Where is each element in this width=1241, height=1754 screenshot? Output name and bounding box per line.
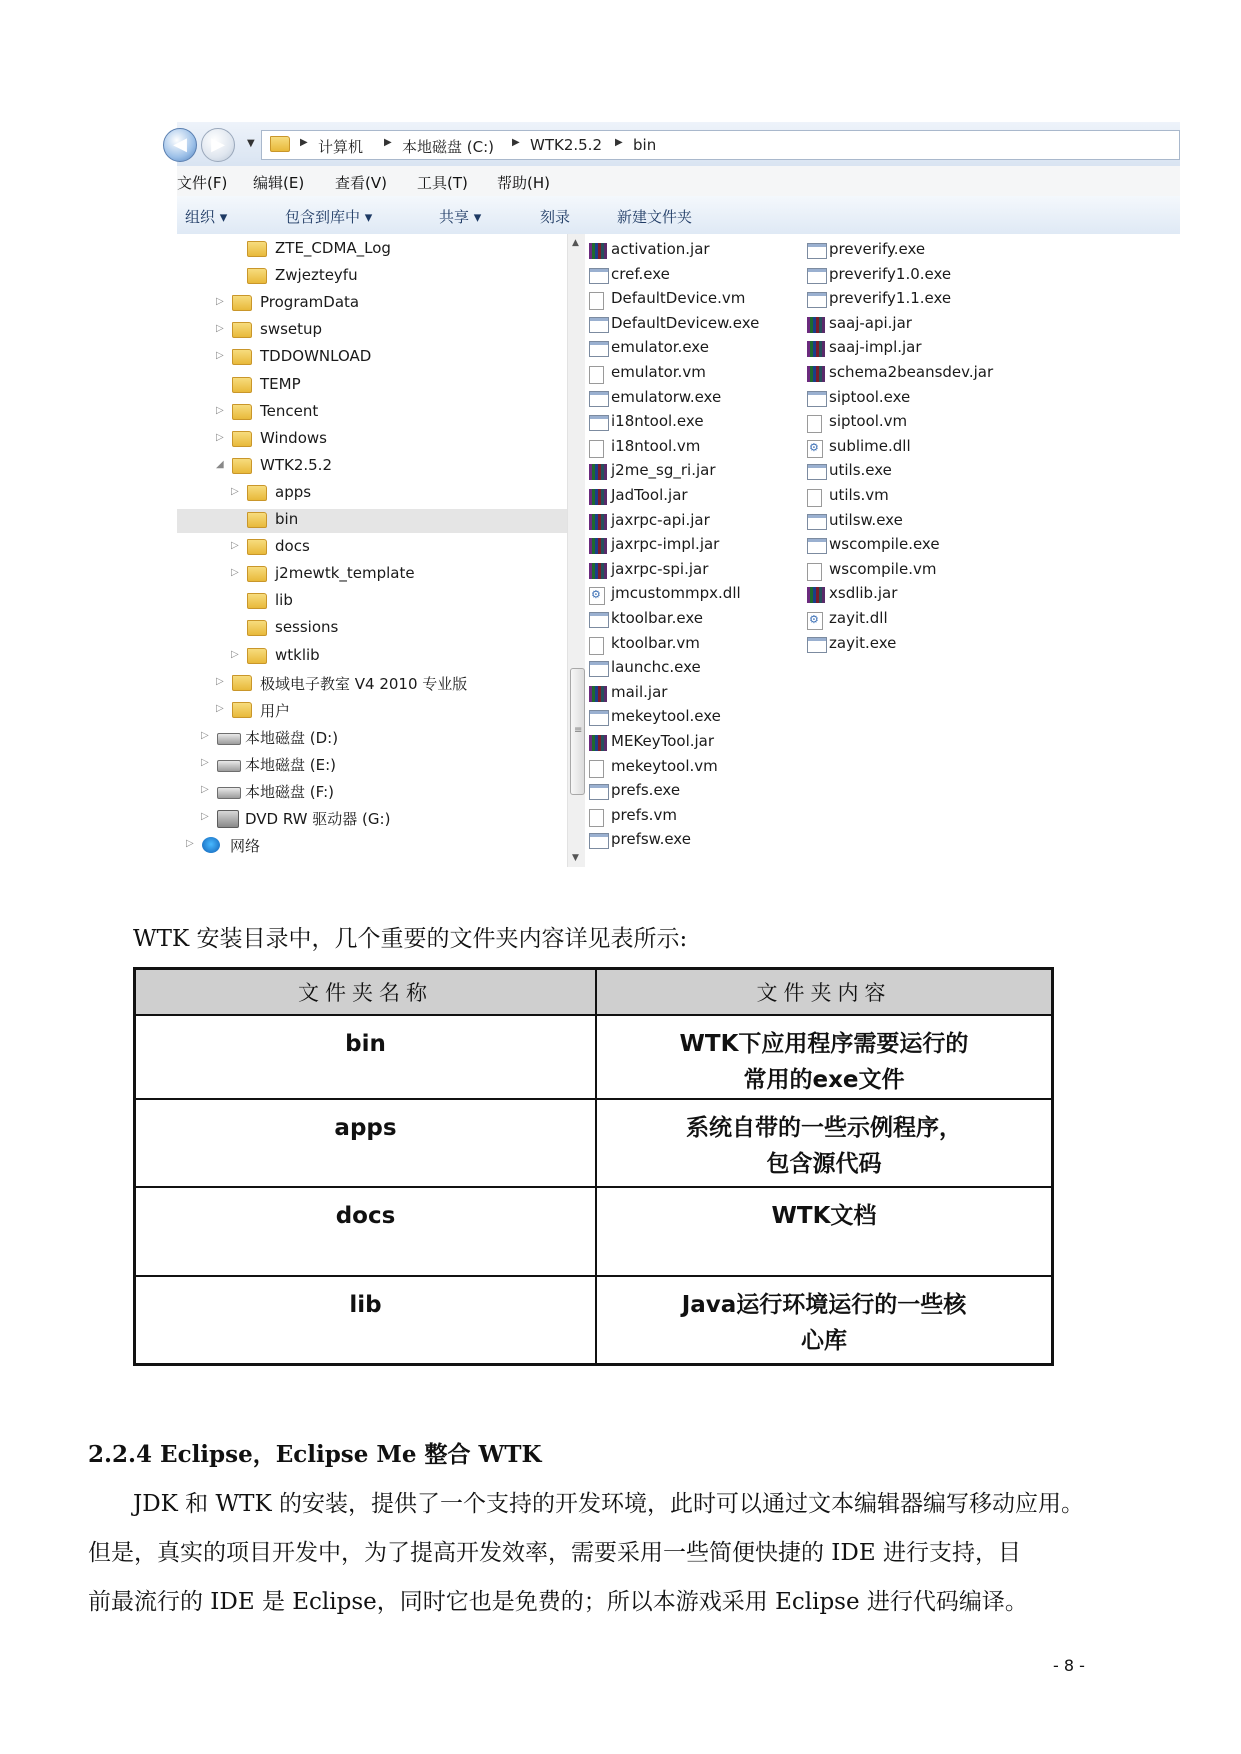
file-name: emulator.exe	[611, 338, 709, 357]
file-name: launchc.exe	[611, 658, 701, 677]
exe-file-icon	[807, 464, 827, 480]
breadcrumb-drive-c[interactable]: 本地磁盘 (C:)	[402, 138, 494, 156]
tree-item-label: wtklib	[275, 645, 320, 664]
nav-scrollbar[interactable]	[567, 234, 586, 867]
new-folder-button[interactable]: 新建文件夹	[617, 208, 693, 226]
file-name: jaxrpc-spi.jar	[611, 559, 709, 578]
chevron-right-icon[interactable]: ▶	[615, 137, 623, 148]
scroll-up-icon[interactable]: ▲	[572, 238, 579, 248]
exe-file-icon	[589, 391, 609, 407]
jar-file-icon	[807, 366, 825, 382]
tree-item[interactable]	[177, 590, 567, 614]
scroll-thumb[interactable]	[570, 668, 585, 795]
exe-file-icon	[589, 317, 609, 333]
expand-arrow-icon[interactable]: ▷	[216, 702, 224, 714]
file-name: xsdlib.jar	[829, 584, 898, 603]
file-name: i18ntool.vm	[611, 436, 701, 455]
tree-item-label: DVD RW 驱动器 (G:)	[245, 810, 391, 829]
file-name: i18ntool.exe	[611, 412, 704, 431]
organize-button[interactable]: 组织 ▾	[185, 208, 228, 226]
content-line: 包含源代码	[766, 1151, 882, 1177]
jar-file-icon	[589, 514, 607, 530]
tree-item[interactable]	[177, 238, 567, 262]
menu-edit[interactable]: 编辑(E)	[253, 174, 305, 192]
tree-item[interactable]	[177, 726, 567, 750]
folder-icon	[247, 648, 267, 664]
exe-file-icon	[589, 341, 609, 357]
file-name: activation.jar	[611, 240, 710, 258]
folder-icon	[232, 404, 252, 420]
file-name: emulatorw.exe	[611, 387, 722, 406]
tree-item-label: 用户	[260, 701, 291, 720]
address-bar	[173, 122, 1180, 167]
tree-item[interactable]	[177, 319, 567, 343]
folder-icon	[247, 539, 267, 555]
header-folder-name: 文件夹名称	[135, 969, 597, 1016]
exe-file-icon	[807, 514, 827, 530]
drive-icon	[217, 787, 241, 799]
menu-help[interactable]: 帮助(H)	[497, 174, 550, 192]
tree-item[interactable]	[177, 374, 567, 398]
menu-bar	[177, 166, 1180, 197]
scroll-down-icon[interactable]: ▼	[572, 853, 579, 863]
file-name: mekeytool.exe	[611, 707, 721, 726]
expand-arrow-icon[interactable]: ▷	[216, 323, 224, 335]
exe-file-icon	[807, 538, 827, 554]
body-paragraph-line: JDK 和 WTK 的安装，提供了一个支持的开发环境，此时可以通过文本编辑器编写移动应用。	[133, 1491, 1084, 1517]
dvd-drive-icon	[217, 810, 239, 828]
grip-icon: ≡	[574, 725, 583, 736]
file-name: saaj-impl.jar	[829, 338, 922, 357]
jar-file-icon	[807, 341, 825, 357]
tree-item[interactable]	[177, 536, 567, 560]
exe-file-icon	[589, 833, 609, 849]
file-item[interactable]	[807, 436, 911, 459]
content-line: WTK下应用程序需要运行的	[679, 1031, 969, 1057]
body-paragraph-line: 但是，真实的项目开发中，为了提高开发效率，需要采用一些简便快捷的 IDE 进行支持，目	[88, 1540, 1021, 1566]
file-name: jaxrpc-api.jar	[611, 510, 710, 529]
vm-file-icon	[807, 563, 822, 581]
jar-file-icon	[807, 587, 825, 603]
vm-file-icon	[807, 489, 822, 507]
exe-file-icon	[589, 268, 609, 284]
network-icon	[202, 837, 220, 853]
vm-file-icon	[589, 809, 604, 827]
tree-item-label: apps	[275, 482, 312, 501]
forward-button[interactable]: ▶	[201, 128, 235, 162]
tree-item-label: ZTE_CDMA_Log	[275, 239, 391, 257]
file-name: sublime.dll	[829, 436, 911, 455]
folder-icon	[247, 241, 267, 257]
file-name: mekeytool.vm	[611, 756, 718, 775]
tree-item[interactable]	[177, 509, 567, 533]
expand-arrow-icon[interactable]: ▷	[201, 811, 209, 823]
exe-file-icon	[589, 784, 609, 800]
tree-item-label: swsetup	[260, 320, 323, 339]
folder-icon	[232, 377, 252, 393]
jar-file-icon	[589, 243, 607, 259]
exe-file-icon	[807, 391, 827, 407]
exe-file-icon	[589, 415, 609, 431]
table-row	[135, 1187, 1053, 1276]
breadcrumb-bin[interactable]: bin	[633, 136, 657, 154]
tree-item-label: Zwjezteyfu	[275, 266, 358, 285]
tree-item[interactable]	[177, 672, 567, 696]
file-name: siptool.vm	[829, 412, 908, 431]
folder-table	[133, 967, 1054, 1366]
tree-item[interactable]	[177, 834, 567, 858]
breadcrumb-computer[interactable]: 计算机	[318, 138, 364, 156]
tree-item-label: 本地磁盘 (D:)	[245, 728, 339, 747]
content-line: 常用的exe文件	[743, 1067, 905, 1093]
expand-arrow-icon[interactable]: ▷	[216, 350, 224, 362]
folder-name-cell: bin	[135, 1015, 597, 1099]
burn-button[interactable]: 刻录	[540, 208, 571, 226]
folder-icon	[232, 458, 252, 474]
jar-file-icon	[807, 317, 825, 333]
tree-item[interactable]	[177, 563, 567, 587]
tree-item-label: TDDOWNLOAD	[260, 347, 372, 366]
folder-icon	[247, 566, 267, 582]
table-header-row	[135, 969, 1053, 1016]
vm-file-icon	[589, 637, 604, 655]
folder-icon	[232, 322, 252, 338]
file-name: cref.exe	[611, 264, 670, 283]
tree-item-label: bin	[275, 510, 299, 528]
tree-item[interactable]	[177, 617, 567, 641]
file-list-pane	[585, 234, 1180, 867]
dll-file-icon	[589, 587, 605, 605]
content-line: 心库	[801, 1328, 847, 1354]
tree-item-label: lib	[275, 591, 293, 610]
file-item[interactable]	[807, 609, 888, 631]
tree-item-label: Tencent	[260, 401, 319, 420]
file-name: siptool.exe	[829, 387, 911, 406]
menu-view[interactable]: 查看(V)	[335, 174, 387, 192]
drive-icon	[217, 760, 241, 772]
folder-icon	[247, 620, 267, 636]
exe-file-icon	[807, 268, 827, 284]
tree-item-label: ProgramData	[260, 293, 360, 312]
folder-icon	[232, 675, 252, 691]
tree-item[interactable]	[177, 265, 567, 289]
folder-name-cell: lib	[135, 1276, 597, 1364]
folder-icon	[247, 485, 267, 501]
exe-file-icon	[807, 637, 827, 653]
back-button[interactable]: ◀	[163, 128, 197, 162]
tree-item[interactable]	[177, 482, 567, 506]
table-caption: WTK 安装目录中，几个重要的文件夹内容详见表所示:	[133, 926, 688, 952]
expand-arrow-icon[interactable]: ▷	[216, 675, 224, 687]
file-name: DefaultDevicew.exe	[611, 313, 760, 332]
vm-file-icon	[589, 760, 604, 778]
tree-item-label: TEMP	[260, 374, 301, 393]
tree-item[interactable]	[177, 807, 567, 831]
file-name: prefsw.exe	[611, 830, 691, 849]
file-name: JadTool.jar	[611, 486, 688, 504]
chevron-right-icon[interactable]: ▶	[512, 137, 520, 148]
exe-file-icon	[807, 292, 827, 308]
file-name: utils.exe	[829, 461, 892, 480]
file-name: ktoolbar.exe	[611, 609, 703, 627]
tree-item-label: sessions	[275, 618, 339, 637]
folder-icon	[232, 349, 252, 365]
folder-icon	[232, 295, 252, 311]
content-line: WTK文档	[771, 1203, 877, 1229]
file-name: DefaultDevice.vm	[611, 289, 746, 308]
file-name: j2me_sg_ri.jar	[611, 461, 716, 480]
expand-arrow-icon[interactable]: ▷	[186, 838, 194, 850]
tree-item[interactable]	[177, 699, 567, 723]
body-paragraph-line: 前最流行的 IDE 是 Eclipse，同时它也是免费的；所以本游戏采用 Eclipse 进行代码编译。	[88, 1589, 1028, 1615]
jar-file-icon	[589, 686, 607, 702]
content-line: Java运行环境运行的一些核	[681, 1292, 967, 1318]
expand-arrow-icon[interactable]: ▷	[216, 431, 224, 443]
file-name: jmcustommpx.dll	[611, 584, 741, 603]
collapse-arrow-icon[interactable]: ◢	[216, 458, 224, 470]
file-name: prefs.vm	[611, 805, 677, 824]
exe-file-icon	[589, 661, 609, 677]
folder-icon	[232, 431, 252, 447]
folder-icon	[270, 136, 290, 152]
header-folder-content: 文件夹内容	[596, 969, 1053, 1016]
tree-item-label: 本地磁盘 (F:)	[245, 783, 334, 801]
section-heading: 2.2.4 Eclipse，Eclipse Me 整合 WTK	[88, 1441, 542, 1468]
expand-arrow-icon[interactable]: ▷	[201, 784, 209, 795]
chevron-right-icon[interactable]: ▶	[300, 137, 308, 148]
command-toolbar	[177, 196, 1180, 235]
folder-icon	[232, 702, 252, 718]
vm-file-icon	[589, 292, 604, 310]
tree-item[interactable]	[177, 346, 567, 370]
tree-item[interactable]	[177, 753, 567, 777]
share-button[interactable]: 共享 ▾	[439, 208, 482, 226]
explorer-screenshot	[173, 122, 1180, 867]
file-name: wscompile.vm	[829, 559, 937, 578]
tree-item[interactable]	[177, 401, 567, 425]
expand-arrow-icon[interactable]: ▷	[216, 404, 224, 416]
folder-content-cell	[596, 1015, 1053, 1099]
file-name: utilsw.exe	[829, 510, 903, 529]
file-name: wscompile.exe	[829, 535, 940, 554]
folder-name-cell: apps	[135, 1099, 597, 1187]
tree-item-label: WTK2.5.2	[260, 455, 332, 474]
page-number: - 8 -	[1053, 1656, 1085, 1675]
chevron-right-icon[interactable]: ▶	[384, 137, 392, 148]
file-name: zayit.exe	[829, 633, 897, 652]
file-name: zayit.dll	[829, 609, 888, 627]
tree-item[interactable]	[177, 780, 567, 804]
folder-icon	[247, 512, 267, 528]
exe-file-icon	[589, 710, 609, 726]
file-name: preverify.exe	[829, 240, 926, 258]
expand-arrow-icon[interactable]: ▷	[216, 296, 224, 308]
drive-icon	[217, 733, 241, 745]
folder-name-cell: docs	[135, 1187, 597, 1276]
jar-file-icon	[589, 489, 607, 505]
jar-file-icon	[589, 735, 607, 751]
tree-item[interactable]	[177, 428, 567, 452]
vm-file-icon	[589, 366, 604, 384]
file-name: jaxrpc-impl.jar	[611, 535, 720, 554]
vm-file-icon	[807, 415, 822, 433]
table-row	[135, 1276, 1053, 1364]
content-line: 系统自带的一些示例程序，	[686, 1115, 962, 1141]
tree-item-label: 网络	[230, 837, 261, 856]
file-name: preverify1.0.exe	[829, 264, 952, 283]
dll-file-icon	[807, 612, 823, 630]
folder-icon	[247, 268, 267, 284]
tree-item[interactable]	[177, 645, 567, 669]
file-name: saaj-api.jar	[829, 313, 912, 332]
file-name: schema2beansdev.jar	[829, 363, 994, 381]
file-name: preverify1.1.exe	[829, 289, 952, 308]
menu-file[interactable]: 文件(F)	[177, 174, 228, 192]
file-name: ktoolbar.vm	[611, 633, 700, 652]
tree-item-label: Windows	[260, 428, 327, 447]
expand-arrow-icon[interactable]: ▷	[231, 648, 239, 660]
folder-content-cell	[596, 1099, 1053, 1187]
folder-icon	[247, 593, 267, 609]
expand-arrow-icon[interactable]: ▷	[231, 485, 239, 497]
tree-item-label: docs	[275, 537, 310, 556]
expand-arrow-icon[interactable]: ▷	[231, 567, 239, 579]
breadcrumb-wtk[interactable]: WTK2.5.2	[530, 136, 602, 154]
expand-arrow-icon[interactable]: ▷	[201, 756, 209, 768]
tree-item[interactable]	[177, 455, 567, 479]
file-item[interactable]	[589, 584, 741, 606]
exe-file-icon	[807, 243, 827, 259]
table-row	[135, 1015, 1053, 1099]
expand-arrow-icon[interactable]: ▷	[231, 540, 239, 552]
table-row	[135, 1099, 1053, 1187]
file-name: emulator.vm	[611, 363, 706, 381]
jar-file-icon	[589, 563, 607, 579]
tree-item[interactable]	[177, 292, 567, 316]
file-name: prefs.exe	[611, 781, 681, 800]
jar-file-icon	[589, 538, 607, 554]
folder-content-cell	[596, 1276, 1053, 1364]
dll-file-icon	[807, 440, 823, 458]
folder-content-cell	[596, 1187, 1053, 1276]
include-in-library-button[interactable]: 包含到库中 ▾	[285, 208, 373, 226]
jar-file-icon	[589, 464, 607, 480]
history-dropdown-icon[interactable]: ▼	[247, 138, 255, 149]
exe-file-icon	[589, 612, 609, 628]
navigation-pane	[177, 234, 567, 867]
tree-item-label: 本地磁盘 (E:)	[245, 755, 337, 774]
tree-item-label: 极域电子教室 V4 2010 专业版	[260, 674, 468, 693]
file-name: mail.jar	[611, 682, 668, 701]
file-name: utils.vm	[829, 486, 889, 504]
address-field[interactable]	[261, 130, 1180, 160]
expand-arrow-icon[interactable]: ▷	[201, 729, 209, 741]
tree-item-label: j2mewtk_template	[275, 564, 415, 583]
file-name: MEKeyTool.jar	[611, 732, 715, 750]
vm-file-icon	[589, 440, 604, 458]
menu-tools[interactable]: 工具(T)	[417, 174, 468, 192]
